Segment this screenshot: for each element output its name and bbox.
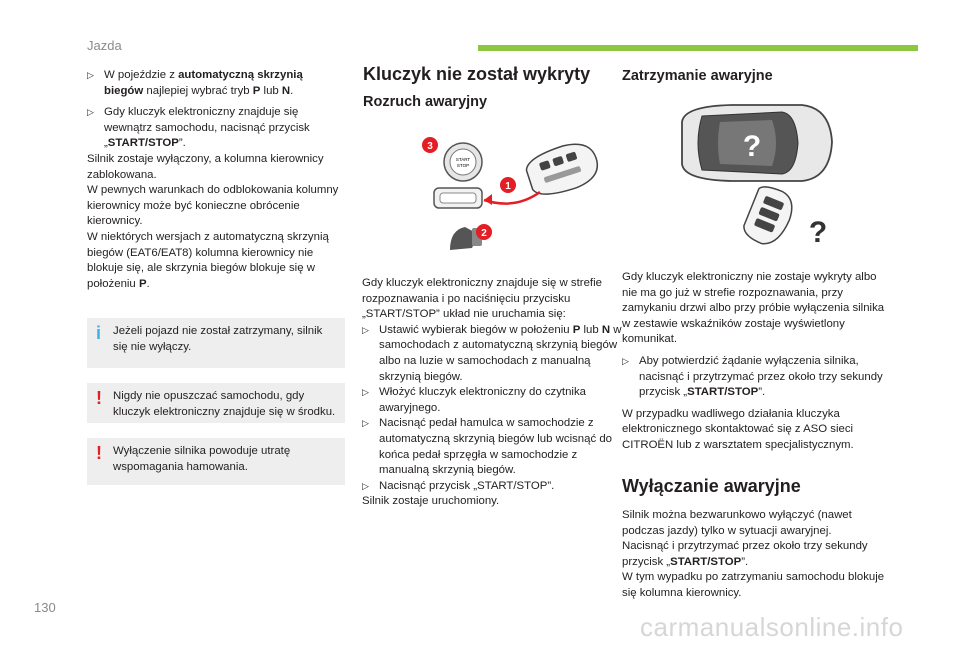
bullet-select-gear: ▷ Ustawić wybierak biegów w położeniu P lub N w samochodach z automatyczną skrzynią biegów albo na luzie w samochodach z manualną skrzynią biegów.: [362, 323, 624, 385]
arrow-icon: [484, 192, 540, 204]
paragraph-eat-versions: W niektórych wersjach z automatyczną skrzynią biegów (EAT6/EAT8) kolumna kierownicy nie blokuje się, ale skrzynia biegów blokuje się w położeniu P.: [87, 230, 329, 290]
page-number: 130: [34, 600, 56, 615]
bullet-insert-key: ▷ Włożyć kluczyk elektroniczny do czytnika awaryjnego.: [362, 385, 624, 416]
svg-text:?: ?: [742, 130, 762, 163]
info-icon: i: [96, 323, 102, 343]
section-label: Jazda: [87, 38, 122, 53]
paragraph-engine-off: Silnik zostaje wyłączony, a kolumna kierownicy zablokowana.: [87, 152, 324, 181]
paragraph-emergency-only: Silnik można bezwarunkowo wyłączyć (nawet podczas jazdy) tylko w sytuacji awaryjnej.: [622, 509, 852, 537]
bullet-key-inside: ▷ Gdy kluczyk elektroniczny znajduje się wewnątrz samochodu, nacisnąć przycisk „START/STOP”.: [87, 105, 345, 152]
heading-key-not-detected: Kluczyk nie został wykryty: [363, 64, 591, 84]
bullet-confirm-shutdown: ▷ Aby potwierdzić żądanie wyłączenia silnika, nacisnąć i przytrzymać przez około trzy sekundy przycisk „START/STOP”.: [622, 354, 890, 401]
emergency-start-illustration: [420, 130, 610, 270]
heading-emergency-start: Rozruch awaryjny: [363, 94, 488, 110]
paragraph-intro-start: Gdy kluczyk elektroniczny znajduje się w strefie rozpoznawania i po naciśnięciu przycisku „START/STOP” układ nie uruchamia się:: [362, 277, 602, 321]
svg-text:STOP: STOP: [456, 163, 470, 168]
warning-note-key-inside: ! Nigdy nie opuszczać samochodu, gdy kluczyk elektroniczny znajduje się w środku.: [87, 383, 345, 423]
watermark: carmanualsonline.info: [640, 612, 904, 642]
paragraph-key-not-detected: Gdy kluczyk elektroniczny nie zostaje wykryty albo nie ma go już w strefie rozpoznawania, przy zamykaniu drzwi albo przy próbie wyłączenia silnika w zestawie wskaźników zostaje wyświetlony komunikat.: [622, 271, 885, 346]
paragraph-column-lock: W tym wypadku po zatrzymaniu samochodu blokuje się kolumna kierownicy.: [622, 571, 885, 599]
column-middle: [362, 276, 624, 510]
svg-text:1: 1: [505, 181, 511, 192]
svg-text:START: START: [455, 157, 471, 162]
column-right-lower: [622, 508, 890, 602]
paragraph-engine-started: Silnik zostaje uruchomiony.: [362, 495, 500, 508]
warning-icon: !: [96, 443, 102, 463]
column-left: [87, 68, 345, 292]
column-right: [622, 270, 890, 454]
bullet-press-start-stop: ▷ Nacisnąć przycisk „START/STOP”.: [362, 479, 624, 495]
heading-emergency-stop: Zatrzymanie awaryjne: [622, 68, 773, 84]
svg-text:2: 2: [481, 228, 487, 239]
key-not-detected-illustration: [672, 102, 842, 252]
paragraph-press-hold: Nacisnąć i przytrzymać przez około trzy sekundy przycisk „START/STOP”.: [622, 540, 868, 568]
car-top-view-icon: [682, 105, 832, 181]
svg-text:3: 3: [427, 141, 433, 152]
paragraph-steering-unlock: W pewnych warunkach do odblokowania kolumny kierownicy może być konieczne obrócenie kierownicy.: [87, 184, 339, 228]
bullet-auto-gearbox: ▷ W pojeździe z automatyczną skrzynią biegów najlepiej wybrać tryb P lub N.: [87, 68, 345, 99]
bullet-press-pedal: ▷ Nacisnąć pedał hamulca w samochodzie z automatyczną skrzynią biegów lub wcisnąć do końca pedał sprzęgła w samochodzie z manualną skrzynią biegów.: [362, 416, 624, 478]
key-fob-icon: [523, 137, 603, 200]
key-fob-icon: [740, 183, 798, 250]
paragraph-malfunction: W przypadku wadliwego działania kluczyka elektronicznego skontaktować się z ASO sieci CITROËN lub z warsztatem specjalistycznym.: [622, 407, 854, 451]
info-note: i Jeżeli pojazd nie został zatrzymany, silnik się nie wyłączy.: [87, 318, 345, 368]
warning-note-brake-assist: ! Wyłączenie silnika powoduje utratę wspomagania hamowania.: [87, 438, 345, 485]
section-color-bar: [478, 45, 918, 51]
warning-icon: !: [96, 388, 102, 408]
heading-emergency-shutdown: Wyłączanie awaryjne: [622, 476, 801, 496]
question-mark-icon: ?: [808, 216, 828, 249]
